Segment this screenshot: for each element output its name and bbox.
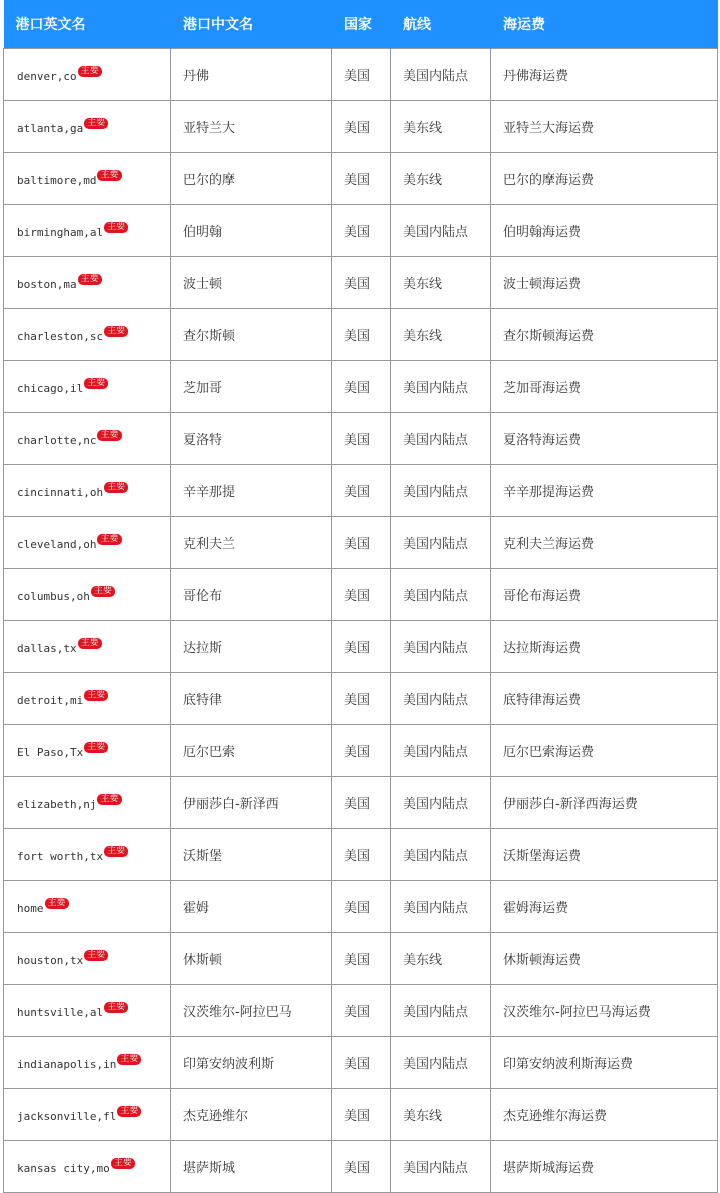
port-country: 美国 bbox=[332, 49, 391, 101]
port-en-name-cell bbox=[4, 465, 171, 517]
table-row bbox=[4, 205, 718, 257]
port-country: 美国 bbox=[332, 673, 391, 725]
hot-badge-icon: 主要 bbox=[45, 898, 69, 909]
port-cn-name[interactable]: 哥伦布 bbox=[171, 569, 332, 621]
port-en-name[interactable]: cleveland,oh bbox=[17, 538, 97, 551]
port-country: 美国 bbox=[332, 985, 391, 1037]
port-en-name-cell bbox=[4, 673, 171, 725]
port-en-name[interactable]: indianapolis,in bbox=[17, 1058, 117, 1071]
port-en-name[interactable]: dallas,tx bbox=[17, 642, 77, 655]
hot-badge-icon: 主要 bbox=[78, 638, 102, 649]
port-en-name[interactable]: houston,tx bbox=[17, 954, 84, 967]
table-row bbox=[4, 465, 718, 517]
port-en-name-cell bbox=[4, 153, 171, 205]
port-freight-link[interactable]: 印第安纳波利斯海运费 bbox=[491, 1037, 718, 1089]
header-freight: 海运费 bbox=[491, 0, 718, 49]
port-country: 美国 bbox=[332, 933, 391, 985]
table-row bbox=[4, 1141, 718, 1193]
port-en-name[interactable]: cincinnati,oh bbox=[17, 486, 104, 499]
port-en-name-cell bbox=[4, 309, 171, 361]
port-route: 美东线 bbox=[391, 309, 491, 361]
port-freight-link[interactable]: 沃斯堡海运费 bbox=[491, 829, 718, 881]
hot-badge-icon: 主要 bbox=[104, 222, 128, 233]
port-en-name[interactable]: baltimore,md bbox=[17, 174, 97, 187]
port-freight-link[interactable]: 底特律海运费 bbox=[491, 673, 718, 725]
port-route: 美东线 bbox=[391, 933, 491, 985]
port-freight-link[interactable]: 辛辛那提海运费 bbox=[491, 465, 718, 517]
port-country: 美国 bbox=[332, 1089, 391, 1141]
port-en-name-cell bbox=[4, 777, 171, 829]
hot-badge-icon: 主要 bbox=[104, 326, 128, 337]
hot-badge-icon: 主要 bbox=[104, 846, 128, 857]
port-en-name-cell bbox=[4, 985, 171, 1037]
port-freight-link[interactable]: 杰克逊维尔海运费 bbox=[491, 1089, 718, 1141]
port-en-name-cell bbox=[4, 205, 171, 257]
port-country: 美国 bbox=[332, 309, 391, 361]
port-en-name-cell bbox=[4, 725, 171, 777]
port-freight-link[interactable]: 亚特兰大海运费 bbox=[491, 101, 718, 153]
port-en-name[interactable]: jacksonville,fl bbox=[17, 1110, 117, 1123]
port-cn-name[interactable]: 达拉斯 bbox=[171, 621, 332, 673]
port-country: 美国 bbox=[332, 257, 391, 309]
port-route: 美国内陆点 bbox=[391, 1141, 491, 1193]
port-cn-name[interactable]: 芝加哥 bbox=[171, 361, 332, 413]
table-row bbox=[4, 361, 718, 413]
port-route: 美国内陆点 bbox=[391, 777, 491, 829]
port-en-name[interactable]: detroit,mi bbox=[17, 694, 84, 707]
port-route: 美东线 bbox=[391, 1089, 491, 1141]
table-row bbox=[4, 777, 718, 829]
port-en-name[interactable]: home bbox=[17, 902, 44, 915]
port-en-name-cell bbox=[4, 933, 171, 985]
table-row bbox=[4, 881, 718, 933]
port-en-name[interactable]: charleston,sc bbox=[17, 330, 104, 343]
port-country: 美国 bbox=[332, 829, 391, 881]
port-en-name-cell bbox=[4, 829, 171, 881]
port-route: 美国内陆点 bbox=[391, 725, 491, 777]
port-freight-link[interactable]: 霍姆海运费 bbox=[491, 881, 718, 933]
port-en-name[interactable]: birmingham,al bbox=[17, 226, 104, 239]
port-freight-table bbox=[3, 0, 718, 1193]
port-en-name-cell bbox=[4, 517, 171, 569]
port-en-name-cell bbox=[4, 881, 171, 933]
port-country: 美国 bbox=[332, 205, 391, 257]
port-freight-link[interactable]: 查尔斯顿海运费 bbox=[491, 309, 718, 361]
port-route: 美国内陆点 bbox=[391, 465, 491, 517]
port-country: 美国 bbox=[332, 153, 391, 205]
hot-badge-icon: 主要 bbox=[78, 274, 102, 285]
port-en-name-cell bbox=[4, 621, 171, 673]
port-freight-link[interactable]: 休斯顿海运费 bbox=[491, 933, 718, 985]
port-cn-name[interactable]: 休斯顿 bbox=[171, 933, 332, 985]
port-en-name[interactable]: huntsville,al bbox=[17, 1006, 104, 1019]
port-cn-name[interactable]: 辛辛那提 bbox=[171, 465, 332, 517]
port-freight-link[interactable]: 伯明翰海运费 bbox=[491, 205, 718, 257]
port-country: 美国 bbox=[332, 1037, 391, 1089]
port-route: 美国内陆点 bbox=[391, 205, 491, 257]
port-route: 美国内陆点 bbox=[391, 985, 491, 1037]
port-country: 美国 bbox=[332, 621, 391, 673]
hot-badge-icon: 主要 bbox=[104, 482, 128, 493]
port-en-name-cell bbox=[4, 49, 171, 101]
table-row bbox=[4, 49, 718, 101]
port-freight-link[interactable]: 厄尔巴索海运费 bbox=[491, 725, 718, 777]
port-cn-name[interactable]: 波士顿 bbox=[171, 257, 332, 309]
port-route: 美国内陆点 bbox=[391, 517, 491, 569]
hot-badge-icon: 主要 bbox=[117, 1106, 141, 1117]
port-en-name[interactable]: El Paso,Tx bbox=[17, 746, 84, 759]
port-freight-link[interactable]: 汉茨维尔-阿拉巴马海运费 bbox=[491, 985, 718, 1037]
port-en-name-cell bbox=[4, 101, 171, 153]
port-cn-name[interactable]: 巴尔的摩 bbox=[171, 153, 332, 205]
port-cn-name[interactable]: 查尔斯顿 bbox=[171, 309, 332, 361]
port-en-name-cell bbox=[4, 361, 171, 413]
header-row bbox=[4, 0, 718, 49]
hot-badge-icon: 主要 bbox=[97, 794, 121, 805]
port-route: 美国内陆点 bbox=[391, 673, 491, 725]
table-row bbox=[4, 517, 718, 569]
port-cn-name[interactable]: 夏洛特 bbox=[171, 413, 332, 465]
hot-badge-icon: 主要 bbox=[78, 66, 102, 77]
port-cn-name[interactable]: 伯明翰 bbox=[171, 205, 332, 257]
table-row bbox=[4, 673, 718, 725]
port-cn-name[interactable]: 克利夫兰 bbox=[171, 517, 332, 569]
port-freight-link[interactable]: 达拉斯海运费 bbox=[491, 621, 718, 673]
port-route: 美国内陆点 bbox=[391, 49, 491, 101]
port-country: 美国 bbox=[332, 517, 391, 569]
port-country: 美国 bbox=[332, 569, 391, 621]
table-row bbox=[4, 985, 718, 1037]
port-cn-name[interactable]: 汉茨维尔-阿拉巴马 bbox=[171, 985, 332, 1037]
table-row bbox=[4, 933, 718, 985]
port-country: 美国 bbox=[332, 413, 391, 465]
port-route: 美东线 bbox=[391, 153, 491, 205]
header-cn-name: 港口中文名 bbox=[171, 0, 332, 49]
port-cn-name[interactable]: 霍姆 bbox=[171, 881, 332, 933]
header-country: 国家 bbox=[332, 0, 391, 49]
port-en-name[interactable]: kansas city,mo bbox=[17, 1162, 110, 1175]
port-en-name-cell bbox=[4, 569, 171, 621]
port-en-name[interactable]: charlotte,nc bbox=[17, 434, 97, 447]
port-en-name[interactable]: boston,ma bbox=[17, 278, 77, 291]
port-cn-name[interactable]: 伊丽莎白-新泽西 bbox=[171, 777, 332, 829]
port-route: 美国内陆点 bbox=[391, 413, 491, 465]
table-row bbox=[4, 725, 718, 777]
port-country: 美国 bbox=[332, 777, 391, 829]
port-freight-link[interactable]: 波士顿海运费 bbox=[491, 257, 718, 309]
table-row bbox=[4, 621, 718, 673]
port-cn-name[interactable]: 底特律 bbox=[171, 673, 332, 725]
port-en-name[interactable]: atlanta,ga bbox=[17, 122, 84, 135]
port-route: 美东线 bbox=[391, 257, 491, 309]
port-country: 美国 bbox=[332, 465, 391, 517]
hot-badge-icon: 主要 bbox=[97, 430, 121, 441]
table-row bbox=[4, 101, 718, 153]
header-en-name: 港口英文名 bbox=[4, 0, 171, 49]
port-freight-link[interactable]: 克利夫兰海运费 bbox=[491, 517, 718, 569]
table-row bbox=[4, 257, 718, 309]
port-route: 美国内陆点 bbox=[391, 569, 491, 621]
table-body bbox=[4, 49, 718, 1193]
table-row bbox=[4, 413, 718, 465]
port-cn-name[interactable]: 堪萨斯城 bbox=[171, 1141, 332, 1193]
hot-badge-icon: 主要 bbox=[84, 378, 108, 389]
port-freight-link[interactable]: 哥伦布海运费 bbox=[491, 569, 718, 621]
port-freight-link[interactable]: 芝加哥海运费 bbox=[491, 361, 718, 413]
port-en-name-cell bbox=[4, 1089, 171, 1141]
port-route: 美国内陆点 bbox=[391, 361, 491, 413]
port-route: 美国内陆点 bbox=[391, 829, 491, 881]
port-route: 美国内陆点 bbox=[391, 1037, 491, 1089]
port-route: 美国内陆点 bbox=[391, 621, 491, 673]
port-en-name-cell bbox=[4, 1141, 171, 1193]
port-freight-link[interactable]: 堪萨斯城海运费 bbox=[491, 1141, 718, 1193]
port-country: 美国 bbox=[332, 101, 391, 153]
port-country: 美国 bbox=[332, 881, 391, 933]
table-row bbox=[4, 1037, 718, 1089]
port-cn-name[interactable]: 印第安纳波利斯 bbox=[171, 1037, 332, 1089]
header-route: 航线 bbox=[391, 0, 491, 49]
port-freight-link[interactable]: 丹佛海运费 bbox=[491, 49, 718, 101]
port-en-name-cell bbox=[4, 413, 171, 465]
port-en-name[interactable]: fort worth,tx bbox=[17, 850, 104, 863]
hot-badge-icon: 主要 bbox=[97, 170, 121, 181]
port-freight-link[interactable]: 巴尔的摩海运费 bbox=[491, 153, 718, 205]
port-country: 美国 bbox=[332, 1141, 391, 1193]
port-route: 美东线 bbox=[391, 101, 491, 153]
hot-badge-icon: 主要 bbox=[104, 1002, 128, 1013]
port-en-name-cell bbox=[4, 1037, 171, 1089]
hot-badge-icon: 主要 bbox=[84, 690, 108, 701]
hot-badge-icon: 主要 bbox=[91, 586, 115, 597]
port-en-name[interactable]: chicago,il bbox=[17, 382, 84, 395]
hot-badge-icon: 主要 bbox=[84, 118, 108, 129]
hot-badge-icon: 主要 bbox=[117, 1054, 141, 1065]
port-country: 美国 bbox=[332, 725, 391, 777]
port-route: 美国内陆点 bbox=[391, 881, 491, 933]
port-country: 美国 bbox=[332, 361, 391, 413]
port-en-name[interactable]: columbus,oh bbox=[17, 590, 90, 603]
table-row bbox=[4, 569, 718, 621]
port-cn-name[interactable]: 丹佛 bbox=[171, 49, 332, 101]
port-freight-link[interactable]: 伊丽莎白-新泽西海运费 bbox=[491, 777, 718, 829]
port-cn-name[interactable]: 沃斯堡 bbox=[171, 829, 332, 881]
hot-badge-icon: 主要 bbox=[84, 742, 108, 753]
table-row bbox=[4, 829, 718, 881]
hot-badge-icon: 主要 bbox=[84, 950, 108, 961]
table-header bbox=[4, 0, 718, 49]
table-row bbox=[4, 153, 718, 205]
port-freight-link[interactable]: 夏洛特海运费 bbox=[491, 413, 718, 465]
port-en-name[interactable]: elizabeth,nj bbox=[17, 798, 97, 811]
port-en-name[interactable]: denver,co bbox=[17, 70, 77, 83]
port-en-name-cell bbox=[4, 257, 171, 309]
table-row bbox=[4, 1089, 718, 1141]
table-row bbox=[4, 309, 718, 361]
port-cn-name[interactable]: 亚特兰大 bbox=[171, 101, 332, 153]
hot-badge-icon: 主要 bbox=[111, 1158, 135, 1169]
hot-badge-icon: 主要 bbox=[97, 534, 121, 545]
port-cn-name[interactable]: 厄尔巴索 bbox=[171, 725, 332, 777]
port-cn-name[interactable]: 杰克逊维尔 bbox=[171, 1089, 332, 1141]
